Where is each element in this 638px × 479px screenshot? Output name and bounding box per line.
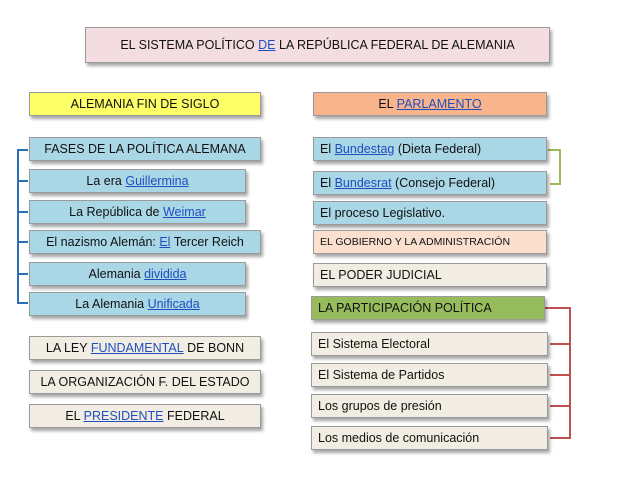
title-text-a: EL SISTEMA POLÍTICO [120, 38, 259, 52]
box-label: El proceso Legislativo. [320, 206, 446, 220]
fundamental-link[interactable]: FUNDAMENTAL [90, 341, 184, 355]
parlamento-link[interactable]: PARLAMENTO [396, 97, 482, 111]
unificada-link[interactable]: Unificada [147, 297, 200, 311]
box-grupos-presion[interactable] [311, 394, 548, 418]
box-fases-politica-alemana[interactable] [29, 137, 261, 161]
box-label: EL PODER JUDICIAL [320, 268, 442, 282]
box-republica-weimar[interactable] [29, 200, 246, 224]
participation-bracket-connector [545, 308, 570, 438]
box-el-parlamento[interactable] [313, 92, 547, 116]
bundesrat-link[interactable]: Bundesrat [334, 176, 392, 190]
box-era-guillermina[interactable] [29, 169, 246, 193]
box-label: ALEMANIA FIN DE SIGLO [70, 97, 220, 111]
box-alemania-dividida[interactable] [29, 262, 246, 286]
box-label-b: Tercer Reich [170, 235, 244, 249]
box-label-b: DE BONN [183, 341, 245, 355]
box-label: FASES DE LA POLÍTICA ALEMANA [44, 142, 246, 156]
box-alemania-fin-de-siglo[interactable] [29, 92, 261, 116]
box-label: EL GOBIERNO Y LA ADMINISTRACIÓN [320, 236, 511, 248]
left-bracket-connector [18, 150, 28, 303]
box-bundestag[interactable] [313, 137, 547, 161]
box-organizacion-estado[interactable] [29, 370, 261, 394]
box-label: LA LEY [45, 341, 91, 355]
title-text-b: LA REPÚBLICA FEDERAL DE ALEMANIA [275, 38, 515, 52]
box-alemania-unificada[interactable] [29, 292, 246, 316]
presidente-link[interactable]: PRESIDENTE [83, 409, 164, 423]
box-ley-fundamental-bonn[interactable] [29, 336, 261, 360]
box-label-b: (Dieta Federal) [394, 142, 482, 156]
page-title [85, 27, 550, 63]
box-bundesrat[interactable] [313, 171, 547, 195]
box-label-b: (Consejo Federal) [391, 176, 496, 190]
box-label: LA PARTICIPACIÓN POLÍTICA [318, 301, 492, 315]
box-label: Alemania [88, 267, 145, 281]
box-label-b: FEDERAL [163, 409, 225, 423]
box-label: LA ORGANIZACIÓN F. DEL ESTADO [40, 375, 250, 389]
box-sistema-partidos[interactable] [311, 363, 548, 387]
box-label: El [320, 176, 335, 190]
box-label: EL [65, 409, 84, 423]
box-label: El Sistema de Partidos [318, 368, 445, 382]
box-nazismo-aleman[interactable] [29, 230, 261, 254]
box-label: El [320, 142, 335, 156]
box-label: El nazismo Alemán: [46, 235, 160, 249]
dividida-link[interactable]: dividida [144, 267, 187, 281]
box-label: La era [86, 174, 126, 188]
box-label: La República de [69, 205, 163, 219]
box-label: Los medios de comunicación [318, 431, 480, 445]
bundestag-link[interactable]: Bundestag [334, 142, 395, 156]
box-label: La Alemania [75, 297, 148, 311]
box-label: EL [378, 97, 397, 111]
box-participacion-politica[interactable] [311, 296, 545, 320]
box-poder-judicial[interactable] [313, 263, 547, 287]
box-sistema-electoral[interactable] [311, 332, 548, 356]
guillermina-link[interactable]: Guillermina [125, 174, 189, 188]
box-label: Los grupos de presión [318, 399, 442, 413]
weimar-link[interactable]: Weimar [162, 205, 206, 219]
box-label: El Sistema Electoral [318, 337, 430, 351]
el-link[interactable]: El [159, 235, 171, 249]
box-gobierno-administracion[interactable] [313, 230, 547, 254]
box-proceso-legislativo[interactable] [313, 201, 547, 225]
parliament-bracket-connector [548, 150, 560, 184]
title-link[interactable]: DE [258, 38, 276, 52]
box-medios-comunicacion[interactable] [311, 426, 548, 450]
box-presidente-federal[interactable] [29, 404, 261, 428]
